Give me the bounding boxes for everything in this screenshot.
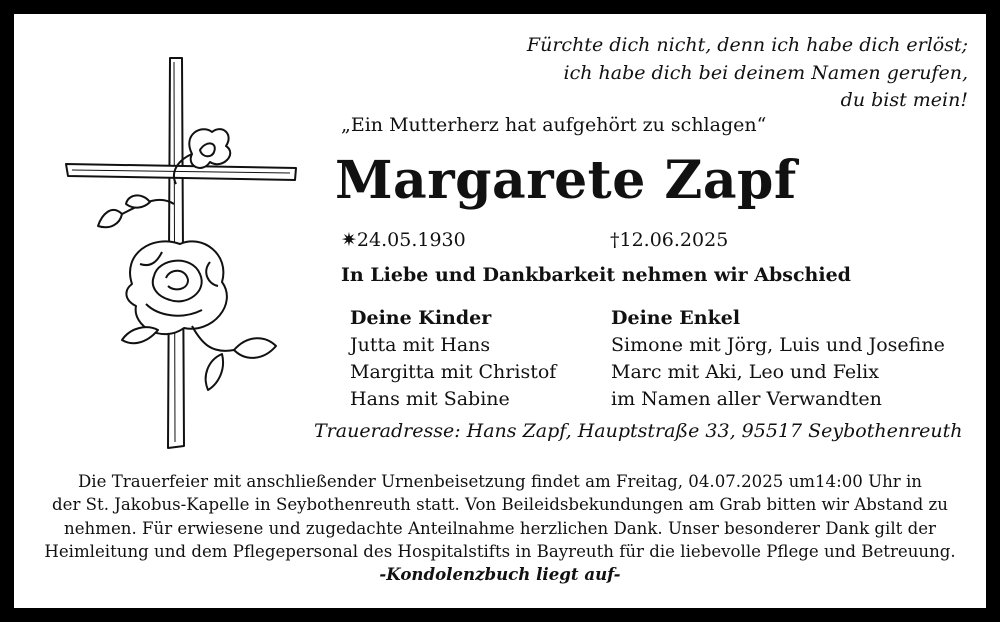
quote: „Ein Mutterherz hat aufgehört zu schlagen“ [341, 114, 767, 136]
death-date-value: 12.06.2025 [619, 229, 729, 251]
notice-line: der St. Jakobus-Kapelle in Seybothenreuth statt. Von Beileidsbekundungen am Grab bitten wir Abstand zu [52, 495, 948, 515]
death-dagger-icon: † [610, 229, 620, 251]
notice-line: nehmen. Für erwiesene und zugedachte Anteilnahme herzlichen Dank. Unser besonderer Dank gilt der [64, 518, 936, 538]
obituary-card [14, 14, 986, 608]
children-heading: Deine Kinder [350, 307, 492, 329]
grandchildren-heading: Deine Enkel [611, 307, 741, 329]
cross-with-rose-icon [62, 54, 302, 454]
funeral-notice [14, 470, 986, 586]
grandchildren-list [611, 305, 945, 413]
death-date [610, 229, 728, 251]
mourning-address: Traueradresse: Hans Zapf, Hauptstraße 33, 95517 Seybothenreuth [314, 420, 963, 442]
farewell-line: In Liebe und Dankbarkeit nehmen wir Abschied [341, 264, 851, 286]
birth-date-value: 24.05.1930 [356, 229, 466, 251]
list-item: Hans mit Sabine [350, 388, 510, 410]
bible-verse [527, 32, 968, 115]
list-item: Margitta mit Christof [350, 361, 557, 383]
verse-line: Fürchte dich nicht, denn ich habe dich erlöst; [526, 34, 968, 56]
list-item: Jutta mit Hans [350, 334, 491, 356]
verse-line: du bist mein! [840, 89, 968, 111]
list-item: im Namen aller Verwandten [611, 388, 882, 410]
verse-line: ich habe dich bei deinem Namen gerufen, [563, 61, 968, 84]
notice-line: Die Trauerfeier mit anschließender Urnenbeisetzung findet am Freitag, 04.07.2025 um14:00 Uhr in [78, 472, 922, 491]
list-item: Simone mit Jörg, Luis und Josefine [611, 334, 945, 356]
birth-date [341, 229, 466, 251]
list-item: Marc mit Aki, Leo und Felix [611, 361, 879, 383]
children-list [350, 305, 556, 413]
notice-line: Heimleitung und dem Pflegepersonal des Hospitalstifts in Bayreuth für die liebevolle Pflege und Betreuung. [44, 541, 956, 561]
life-dates [341, 229, 761, 253]
condolence-book-note: -Kondolenzbuch liegt auf- [379, 564, 621, 585]
birth-star-icon: ✷ [341, 229, 357, 251]
deceased-name: Margarete Zapf [335, 150, 797, 211]
